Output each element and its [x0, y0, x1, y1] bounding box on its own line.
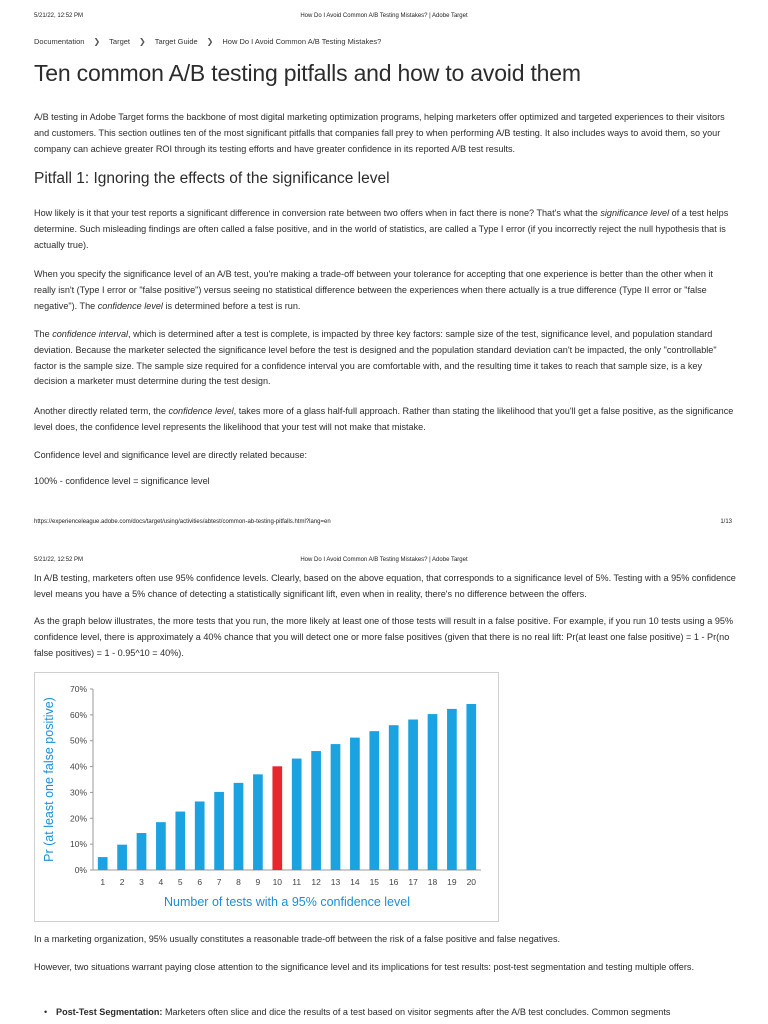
bar-chart-svg: [35, 673, 498, 921]
paragraph-confidence-level: Another directly related term, the confidence level, takes more of a glass half-full approach. Rather than stating the likelihood that you'll get a false positive, as the significance level does, the confidence level represents the likelihood that your test will not make that mistake.: [34, 406, 734, 432]
bar-3: [137, 833, 147, 870]
bar-9: [253, 774, 263, 870]
x-tick-label: 6: [197, 877, 203, 887]
x-tick-label: 20: [466, 877, 477, 887]
x-tick-label: 12: [311, 877, 321, 887]
x-tick-label: 1: [100, 877, 106, 887]
term-confidence-interval: confidence interval: [52, 329, 129, 339]
term-confidence-level: confidence level: [97, 300, 163, 311]
print-header-page1: [0, 13, 768, 25]
breadcrumb-current[interactable]: How Do I Avoid Common A/B Testing Mistakes?: [222, 37, 382, 46]
print-timestamp: 5/21/22, 12:52 PM: [34, 557, 84, 563]
bar-13: [331, 744, 341, 870]
y-tick-label: 70%: [69, 684, 87, 694]
x-tick-label: 10: [272, 877, 283, 887]
bar-1: [98, 857, 108, 870]
bar-15: [369, 731, 379, 870]
y-tick-label: 60%: [69, 709, 87, 720]
x-tick-label: 3: [139, 877, 144, 887]
bar-11: [292, 759, 302, 870]
print-doc-title: How Do I Avoid Common A/B Testing Mistakes? | Adobe Target: [300, 557, 468, 563]
chevron-right-icon: ❯: [93, 37, 101, 46]
bar-17: [408, 720, 418, 870]
bar-8: [234, 783, 244, 870]
y-axis-title: Pr (at least one false positive): [42, 697, 56, 862]
bar-12: [311, 751, 321, 870]
x-tick-label: 13: [330, 877, 341, 887]
bullet-icon: •: [44, 1007, 48, 1017]
bullet-text: Marketers often slice and dice the results of a test based on visitor segments after the A/B test concludes. Common segments: [162, 1007, 671, 1017]
chevron-right-icon: ❯: [139, 37, 146, 46]
paragraph-tradeoff: When you specify the significance level of an A/B test, you're making a trade-off between your tolerance for accepting that one experience is better than the other when it really isn't (Type I error or "false positive") versus seeing no statistical difference between the experiences when there actually is a true difference (Type II error or "false negative"). The confidence level is determined before a test is run.: [34, 269, 713, 311]
bar-16: [389, 725, 399, 870]
false-positive-chart: [34, 672, 499, 922]
print-doc-title: How Do I Avoid Common A/B Testing Mistakes? | Adobe Target: [300, 13, 468, 19]
breadcrumb: [34, 37, 381, 46]
x-tick-label: 15: [369, 877, 380, 887]
bar-7: [214, 792, 224, 870]
page-title: Ten common A/B testing pitfalls and how to avoid them: [34, 60, 581, 86]
bar-19: [447, 709, 457, 870]
print-timestamp: 5/21/22, 12:52 PM: [34, 13, 84, 19]
breadcrumb-target[interactable]: Target: [109, 37, 131, 46]
bar-10: [272, 766, 282, 870]
paragraph-significance: How likely is it that your test reports a significant difference in conversion rate between two offers when in fact there is none? That's what the significance level of a test helps determine. Such misleading findings are often called a false positive, and in the world of statistics, are called a Type I error (if you incorrectly reject the null hypothesis that is actually true).: [34, 208, 729, 250]
paragraph-equation: 100% - confidence level = significance level: [34, 476, 210, 486]
x-tick-label: 4: [158, 877, 164, 887]
print-footer-page1: [0, 519, 768, 531]
bar-2: [117, 845, 127, 870]
paragraph-confidence-interval: The confidence interval, which is determined after a test is complete, is impacted by three key factors: sample size of the test, significance level, and population standard deviation. Because the marketer selected the significance level before the test is designed and the population standard deviation can't be impacted, the only "controllable" factor is the sample size. The sample size required for a confidence interval you are comfortable with, and the resulting time it takes to reach that sample size, is a key decision a marketer must determine during the test design.: [34, 329, 717, 387]
page-number: 1/13: [720, 519, 732, 525]
x-tick-label: 16: [388, 877, 399, 887]
y-tick-label: 30%: [69, 787, 87, 798]
y-tick-label: 50%: [69, 735, 87, 746]
bar-14: [350, 738, 360, 870]
y-tick-label: 0%: [74, 865, 87, 875]
y-tick-label: 40%: [69, 761, 87, 772]
x-tick-label: 2: [119, 877, 125, 887]
x-tick-label: 5: [177, 877, 183, 887]
term-significance-level: significance level: [600, 208, 670, 218]
x-axis-title: Number of tests with a 95% confidence level: [164, 895, 410, 909]
x-tick-label: 14: [350, 877, 360, 887]
paragraph-tradeoff-risk: In a marketing organization, 95% usually constitutes a reasonable trade-off between the risk of a false positive and false negatives.: [34, 934, 561, 944]
bar-6: [195, 801, 205, 870]
x-tick-label: 17: [408, 877, 418, 887]
y-tick-label: 10%: [69, 839, 87, 850]
x-tick-label: 19: [447, 877, 457, 887]
bar-4: [156, 822, 166, 870]
breadcrumb-documentation[interactable]: Documentation: [34, 37, 85, 46]
print-url: https://experienceleague.adobe.com/docs/target/using/activities/abtest/common-ab-testing-pitfalls.html?lang=en: [34, 519, 331, 525]
chevron-right-icon: ❯: [206, 37, 214, 46]
paragraph-95-confidence: In A/B testing, marketers often use 95% confidence levels. Clearly, based on the above equation, that corresponds to a significance level of 5%. Testing with a 95% confidence level means you have a 5% chance of detecting a statistically significant lift, even when in reality, there's no difference between the offers.: [34, 573, 736, 599]
paragraph-related: Confidence level and significance level are directly related because:: [34, 450, 307, 460]
bar-5: [175, 812, 185, 870]
intro-paragraph: A/B testing in Adobe Target forms the backbone of most digital marketing optimization programs, helping marketers offer optimized and targeted experiences to their visitors and customers. This section outlines ten of the most significant pitfalls that companies fall prey to when performing A/B testing. It also includes ways to avoid them, so your company can achieve greater ROI through its testing efforts and have greater confidence in its reported A/B test results.: [34, 112, 725, 154]
pitfall-1-heading: Pitfall 1: Ignoring the effects of the significance level: [34, 170, 390, 187]
term-confidence-level-2: confidence level: [168, 406, 234, 416]
print-header-page2: [0, 557, 768, 569]
x-tick-label: 7: [216, 877, 222, 887]
breadcrumb-target-guide[interactable]: Target Guide: [154, 37, 198, 46]
bar-20: [466, 704, 476, 870]
x-tick-label: 18: [427, 877, 438, 887]
x-tick-label: 8: [236, 877, 241, 887]
bar-18: [428, 714, 438, 870]
bullet-label: Post-Test Segmentation:: [56, 1007, 163, 1017]
paragraph-two-situations: However, two situations warrant paying close attention to the significance level and its implications for test results: post-test segmentation and testing multiple offers.: [34, 962, 694, 972]
x-tick-label: 9: [255, 877, 261, 887]
x-tick-label: 11: [292, 877, 302, 887]
paragraph-graph-intro: As the graph below illustrates, the more tests that you run, the more likely at least one of those tests will result in a false positive. For example, if you run 10 tests using a 95% confidence level, there is approximately a 40% chance that you will detect one or more false positives (given that there is no real lift: Pr(at least one false positive) = 1 - Pr(no false positives) = 1 - 0.95^10 = 40%).: [34, 616, 734, 658]
y-tick-label: 20%: [69, 813, 87, 824]
